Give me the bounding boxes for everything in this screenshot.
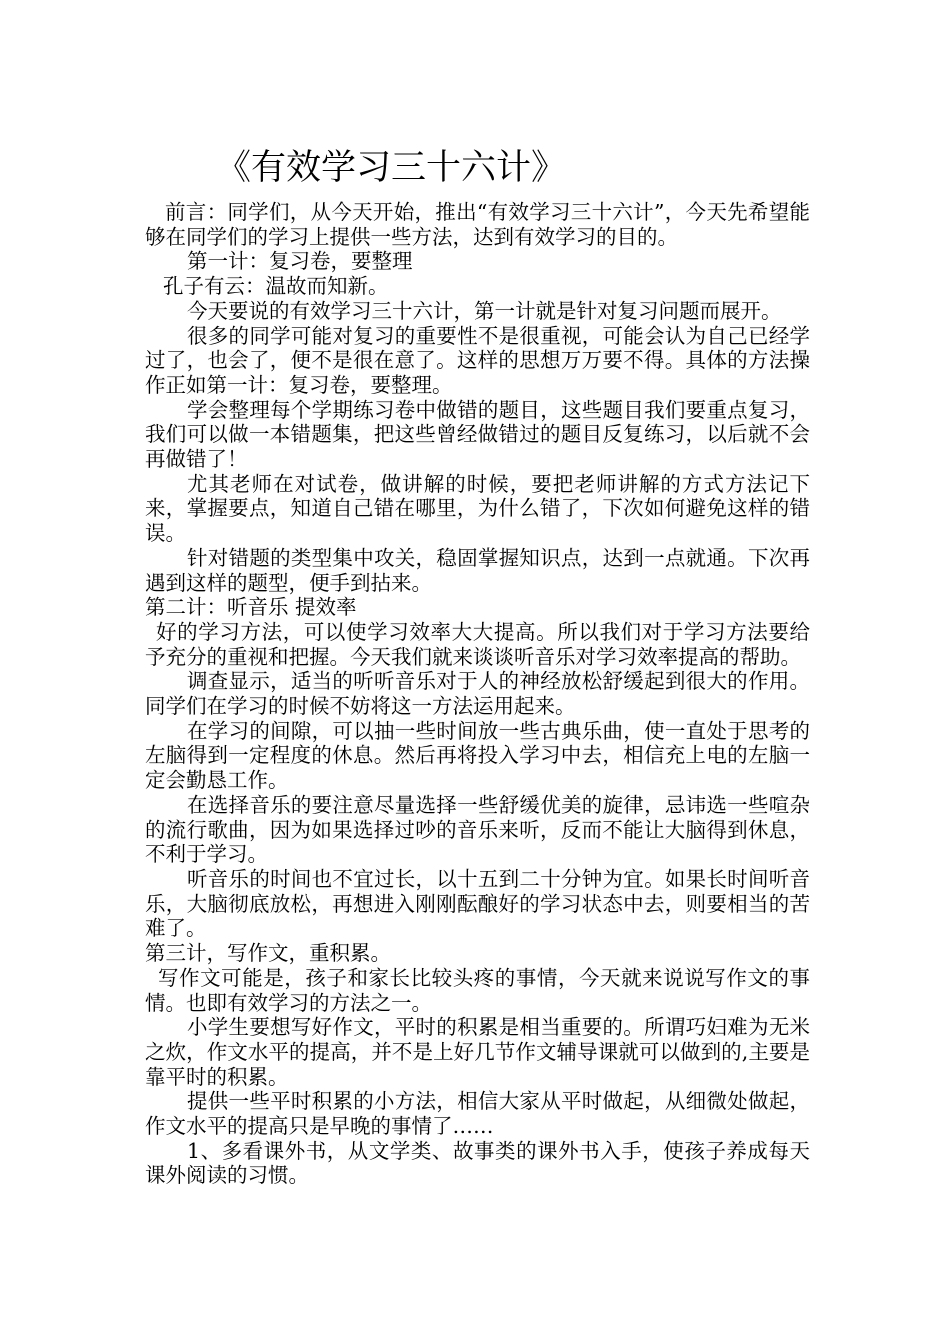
paragraph: 尤其老师在对试卷，做讲解的时候，要把老师讲解的方式方法记下来，掌握要点，知道自己错在哪里，为什么错了，下次如何避免这样的错误。 bbox=[145, 471, 810, 546]
paragraph: 在学习的间隙，可以抽一些时间放一些古典乐曲，使一直处于思考的左脑得到一定程度的休息。然后再将投入学习中去，相信充上电的左脑一定会勤恳工作。 bbox=[145, 718, 810, 793]
document-title: 《有效学习三十六计》 bbox=[216, 148, 567, 188]
paragraph: 孔子有云：温故而知新。 bbox=[163, 274, 389, 299]
document-body bbox=[145, 200, 810, 1188]
paragraph: 第二计：听音乐 提效率 bbox=[145, 595, 357, 620]
paragraph: 学会整理每个学期练习卷中做错的题目，这些题目我们要重点复习，我们可以做一本错题集，把这些曾经做错过的题目反复练习，以后就不会再做错了！ bbox=[145, 397, 810, 472]
paragraph: 第三计，写作文，重积累。 bbox=[145, 941, 391, 966]
paragraph: 在选择音乐的要注意尽量选择一些舒缓优美的旋律，忌讳选一些喧杂的流行歌曲，因为如果选择过吵的音乐来听，反而不能让大脑得到休息，不利于学习。 bbox=[145, 792, 810, 867]
paragraph: 好的学习方法，可以使学习效率大大提高。所以我们对于学习方法要给予充分的重视和把握。今天我们就来谈谈听音乐对学习效率提高的帮助。 bbox=[145, 619, 810, 669]
paragraph: 提供一些平时积累的小方法，相信大家从平时做起，从细微处做起，作文水平的提高只是早晚的事情了…… bbox=[145, 1089, 810, 1139]
paragraph: 写作文可能是，孩子和家长比较头疼的事情，今天就来说说写作文的事情。也即有效学习的方法之一。 bbox=[145, 965, 810, 1015]
paragraph: 很多的同学可能对复习的重要性不是很重视，可能会认为自己已经学过了，也会了，便不是很在意了。这样的思想万万要不得。具体的方法操作正如第一计：复习卷，要整理。 bbox=[145, 323, 810, 397]
paragraph: 小学生要想写好作文，平时的积累是相当重要的。所谓巧妇难为无米之炊，作文水平的提高，并不是上好几节作文辅导课就可以做到的,主要是靠平时的积累。 bbox=[145, 1015, 810, 1089]
paragraph: 第一计：复习卷，要整理 bbox=[187, 249, 413, 274]
paragraph: 听音乐的时间也不宜过长，以十五到二十分钟为宜。如果长时间听音乐，大脑彻底放松，再想进入刚刚酝酿好的学习状态中去，则要相当的苦难了。 bbox=[145, 866, 810, 941]
paragraph: 前言：同学们，从今天开始，推出“有效学习三十六计”，今天先希望能够在同学们的学习上提供一些方法，达到有效学习的目的。 bbox=[145, 200, 810, 249]
paragraph: 针对错题的类型集中攻关，稳固掌握知识点，达到一点就通。下次再遇到这样的题型，便手到拈来。 bbox=[145, 545, 810, 595]
paragraph: 调查显示，适当的听听音乐对于人的神经放松舒缓起到很大的作用。同学们在学习的时候不妨将这一方法运用起来。 bbox=[145, 669, 810, 719]
paragraph: 今天要说的有效学习三十六计，第一计就是针对复习问题而展开。 bbox=[187, 298, 782, 323]
paragraph: 1、多看课外书，从文学类、故事类的课外书入手，使孩子养成每天课外阅读的习惯。 bbox=[145, 1138, 810, 1188]
